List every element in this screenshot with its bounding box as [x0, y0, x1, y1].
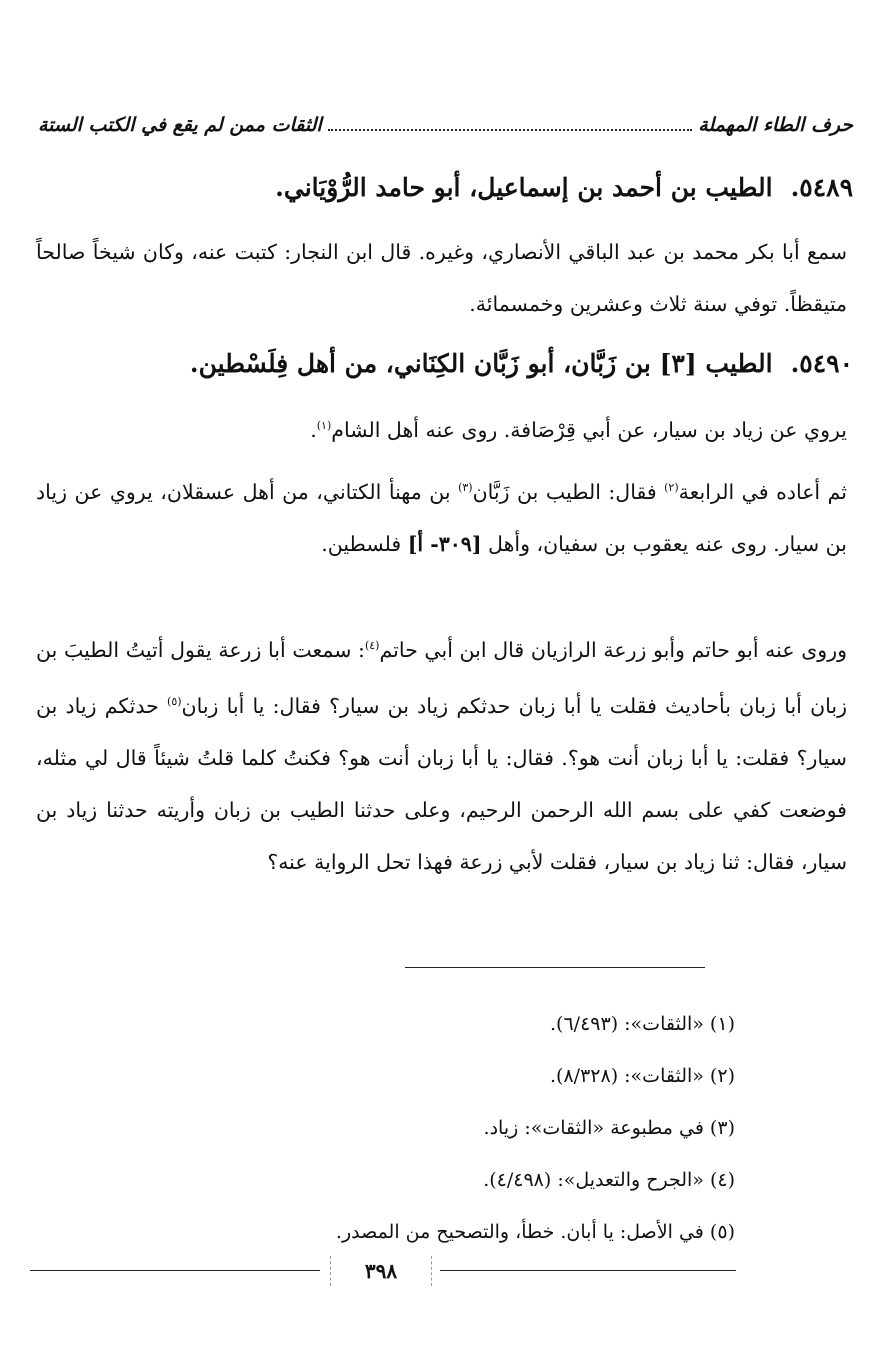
- paragraph-text: بن مهنأ الكتاني، من أهل عسقلان، يروي عن زياد بن سيار. روى عنه يعقوب بن سفيان، وأهل: [36, 479, 847, 556]
- entry-number: ٥٤٩٠.: [790, 349, 853, 378]
- footnote-4: (٤) «الجرح والتعديل»: (٤/٤٩٨).: [483, 1169, 735, 1191]
- entry-body-5490-p2: [36, 462, 847, 570]
- entry-paragraph: [36, 462, 847, 570]
- page-number: ٣٩٨: [330, 1256, 432, 1286]
- entry-body-5490-p1: [36, 400, 847, 456]
- footnote-2: (٢) «الثقات»: (٨/٣٢٨).: [550, 1065, 735, 1087]
- paragraph-text: يروي عن زياد بن سيار، عن أبي قِرْصَافة. روى عنه أهل الشام: [331, 417, 847, 442]
- footnote-ref: (٣): [458, 481, 473, 494]
- entry-heading-5489: [40, 168, 853, 208]
- entry-title-text: الطيب [٣] بن زَبَّان، أبو زَبَّان الكِنَاني، من أهل فِلَسْطين.: [189, 349, 773, 378]
- paragraph-text: فلسطين.: [321, 531, 408, 556]
- entry-paragraph: سمع أبا بكر محمد بن عبد الباقي الأنصاري، وغيره. قال ابن النجار: كتبت عنه، وكان شيخاً صالحاً متيقظاً. توفي سنة ثلاث وعشرين وخمسمائة.: [36, 240, 847, 316]
- header-book-title: الثقات ممن لم يقع في الكتب الستة: [38, 114, 322, 136]
- footnotes: [100, 998, 735, 1258]
- entry-heading-5490: [40, 344, 853, 384]
- entry-title-text: الطيب بن أحمد بن إسماعيل، أبو حامد الرُّوْيَاني.: [275, 173, 773, 202]
- header-dots: [328, 115, 693, 131]
- footnote-1: (١) «الثقات»: (٦/٤٩٣).: [550, 1013, 735, 1035]
- footnote-ref: (٢): [664, 481, 679, 494]
- footer-rule-left: [30, 1270, 320, 1271]
- entry-paragraph: [36, 400, 847, 456]
- manuscript-folio-marker: [٣٠٩- أ]: [407, 531, 482, 556]
- paragraph-text: ثم أعاده في الرابعة: [678, 479, 847, 504]
- paragraph-end: .: [310, 417, 317, 442]
- paragraph-text: حدثكم زياد بن سيار؟ فقلت: يا أبا زبان أنت هو؟. فقال: يا أبا زبان أنت هو؟ فكنتُ كلما قلتُ شيئاً قال لي مثله، فوضعت كفي على بسم الله الرحمن الرحيم، وعلى حدثنا الطيب بن زبان وأريته حدثنا زياد بن سيار، فقال: ثنا زياد بن سيار، فقلت لأبي زرعة فهذا تحل الرواية عنه؟: [36, 693, 847, 874]
- paragraph-text: فقال: الطيب بن زَبَّان: [472, 479, 665, 504]
- entry-paragraph: [36, 620, 847, 888]
- footer-rule-right: [440, 1270, 736, 1271]
- footnote-ref: (٤): [364, 639, 380, 652]
- footnote-ref: (٥): [167, 694, 182, 708]
- footnote-5: (٥) في الأصل: يا أبان. خطأ، والتصحيح من المصدر.: [335, 1221, 735, 1243]
- running-header: [38, 114, 853, 148]
- paragraph-text: وروى عنه أبو حاتم وأبو زرعة الرازيان قال ابن أبي حاتم: [379, 637, 848, 662]
- entry-body-5490-p3: [36, 620, 847, 888]
- entry-number: ٥٤٨٩.: [790, 173, 853, 202]
- footnote-separator: [405, 967, 705, 968]
- entry-body-5489: [36, 226, 847, 330]
- footnote-3: (٣) في مطبوعة «الثقات»: زياد.: [483, 1117, 735, 1139]
- footnote-ref: (١): [316, 419, 332, 432]
- paragraph-text: : سمعت أبا زرعة يقول أتيتُ الطيبَ بن زبان أبا زبان بأحاديث فقلت يا أبا زبان حدثكم زياد بن سيار؟ فقال: يا أبا زبان: [36, 637, 847, 718]
- page-footer: [30, 1256, 717, 1296]
- header-chapter: حرف الطاء المهملة: [698, 114, 853, 136]
